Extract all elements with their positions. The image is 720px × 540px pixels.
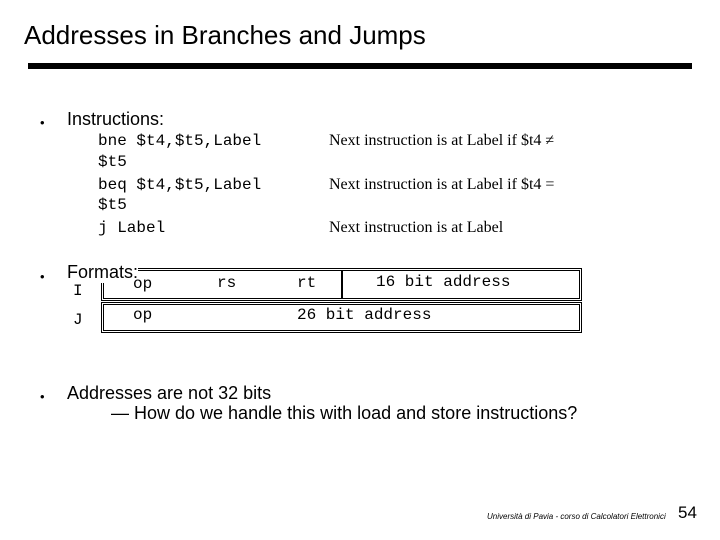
i-rt-field: rt [297,274,317,292]
title-divider [28,63,692,69]
i-address-field: 16 bit address [376,273,511,291]
address-line-2: — How do we handle this with load and store instructions? [111,403,578,423]
i-op-field: op [133,275,153,293]
footer-text: Università di Pavia - corso di Calcolatori Elettronici [487,512,666,521]
j-op-field: op [133,306,153,324]
bne-note-text: Next instruction is at Label if $t4 ≠ [329,132,555,149]
j-note: Next instruction is at Label [329,219,504,236]
bullet-3: • [40,389,45,404]
bne-note [329,132,554,150]
j-code: j Label [98,219,166,237]
bne-code-cont: $t5 [98,153,127,171]
beq-code-cont: $t5 [98,196,127,214]
slide-title: Addresses in Branches and Jumps [24,20,426,50]
beq-note: Next instruction is at Label if $t4 = [329,176,555,193]
i-format-label: I [73,282,83,300]
j-address-field: 26 bit address [297,306,432,324]
i-format-divider [341,271,343,298]
i-rs-field: rs [217,274,237,292]
beq-code: beq $t4,$t5,Label [98,176,262,194]
j-format-label: J [73,311,83,329]
formats-heading: Formats: [67,262,139,282]
bullet-1: • [40,115,45,130]
bne-code: bne $t4,$t5,Label [98,132,262,150]
address-line-1: Addresses are not 32 bits [67,383,272,403]
page-number: 54 [678,503,697,522]
instructions-heading: Instructions: [67,109,165,129]
bullet-2: • [40,269,45,284]
